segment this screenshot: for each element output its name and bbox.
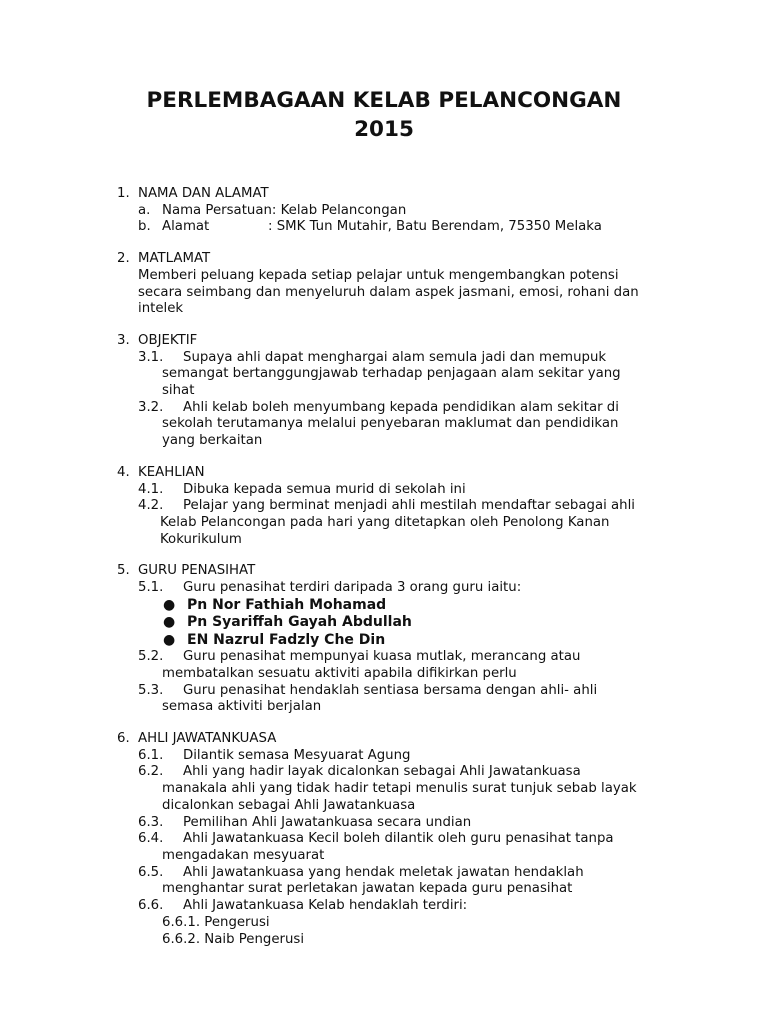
item-text: Ahli Jawatankuasa Kecil boleh dilantik oleh guru penasihat tanpa	[183, 831, 614, 847]
bullet-icon: ●	[163, 596, 176, 613]
list-item	[117, 898, 677, 915]
item-label: b.	[138, 219, 151, 235]
section-title: KEAHLIAN	[138, 464, 205, 480]
item-text: Pemilihan Ahli Jawatankuasa secara undian	[183, 814, 472, 830]
list-item	[117, 400, 677, 417]
list-item	[117, 649, 677, 666]
item-label: 6.4.	[138, 831, 164, 847]
item-text-cont: Kelab Pelancongan pada hari yang ditetapkan oleh Penolong Kanan	[160, 514, 610, 530]
item-text: Dilantik semasa Mesyuarat Agung	[183, 747, 411, 763]
list-item	[117, 831, 677, 848]
title-line-1: PERLEMBAGAAN KELAB PELANCONGAN	[146, 88, 622, 113]
list-item	[117, 865, 677, 882]
section-keahlian	[117, 465, 677, 549]
bullet-icon: ●	[163, 614, 176, 631]
document-body	[117, 186, 677, 948]
item-key: Alamat	[162, 219, 210, 235]
item-label: 6.5.	[138, 864, 164, 880]
item-text-cont: manakala ahli yang tidak hadir tetapi menulis surat tunjuk sebab layak	[162, 781, 637, 797]
item-text-cont: Kokurikulum	[160, 531, 242, 547]
paragraph-line: secara seimbang dan menyeluruh dalam aspek jasmani, emosi, rohani dan	[138, 284, 639, 300]
item-label: 5.3.	[138, 682, 164, 698]
item-text: Dibuka kepada semua murid di sekolah ini	[183, 481, 466, 497]
section-number: 3.	[117, 332, 130, 348]
item-text-cont: sekolah terutamanya melalui penyebaran maklumat dan pendidikan	[162, 416, 619, 432]
section-number: 2.	[117, 251, 130, 267]
bullet-text: Pn Syariffah Gayah Abdullah	[187, 614, 412, 631]
sub-item: 6.6.1. Pengerusi	[162, 914, 270, 930]
item-text-cont: mengadakan mesyuarat	[162, 848, 325, 863]
section-ahli-jawatankuasa	[117, 731, 677, 948]
section-nama-dan-alamat	[117, 186, 677, 236]
item-text: Ahli Jawatankuasa yang hendak meletak jawatan hendaklah	[183, 864, 584, 880]
section-objektif	[117, 333, 677, 450]
item-text: Ahli kelab boleh menyumbang kepada pendidikan alam sekitar di	[183, 399, 619, 415]
section-title: NAMA DAN ALAMAT	[138, 186, 269, 201]
bullet-text: Pn Nor Fathiah Mohamad	[187, 596, 387, 613]
bullet-text: EN Nazrul Fadzly Che Din	[187, 631, 386, 648]
section-title: OBJEKTIF	[138, 332, 198, 348]
item-text-cont: yang berkaitan	[162, 433, 263, 449]
section-guru-penasihat	[117, 563, 677, 716]
item-text: Supaya ahli dapat menghargai alam semula jadi dan memupuk	[183, 349, 607, 365]
item-label: 6.3.	[138, 814, 164, 830]
list-item	[117, 219, 677, 236]
item-text: Ahli Jawatankuasa Kelab hendaklah terdiri:	[183, 898, 468, 914]
item-label: 3.1.	[138, 349, 164, 365]
list-item	[117, 203, 677, 220]
section-title: GURU PENASIHAT	[138, 563, 256, 579]
item-text-cont: semasa aktiviti berjalan	[162, 699, 322, 715]
section-number: 6.	[117, 731, 130, 747]
title-line-2: 2015	[354, 117, 414, 142]
item-text-cont: sihat	[162, 383, 195, 399]
item-text: Guru penasihat terdiri daripada 3 orang guru iaitu:	[183, 580, 522, 596]
item-text: Pelajar yang berminat menjadi ahli mestilah mendaftar sebagai ahli	[183, 498, 635, 514]
item-text-cont: menghantar surat perletakan jawatan kepada guru penasihat	[162, 881, 573, 897]
document-title	[0, 86, 768, 144]
section-number: 5.	[117, 563, 130, 579]
list-item	[117, 815, 677, 832]
item-label: 4.1.	[138, 481, 164, 497]
list-item	[117, 350, 677, 367]
paragraph-line: Memberi peluang kepada setiap pelajar untuk mengembangkan potensi	[138, 267, 619, 283]
list-item	[117, 498, 677, 515]
item-label: 3.2.	[138, 399, 164, 415]
item-text-cont: semangat bertanggungjawab terhadap penjagaan alam sekitar yang	[162, 366, 621, 382]
sub-item: 6.6.2. Naib Pengerusi	[162, 931, 305, 947]
item-label: 6.1.	[138, 747, 164, 763]
item-label: 5.1.	[138, 580, 164, 596]
item-label: a.	[138, 202, 151, 218]
bullet-item	[117, 632, 677, 650]
section-title: AHLI JAWATANKUASA	[138, 731, 277, 747]
paragraph-line: intelek	[138, 301, 184, 317]
list-item	[117, 683, 677, 700]
list-item	[117, 748, 677, 765]
item-text: Guru penasihat hendaklah sentiasa bersama dengan ahli- ahli	[183, 682, 598, 698]
bullet-item	[117, 597, 677, 615]
list-item	[117, 580, 677, 597]
bullet-item	[117, 614, 677, 632]
list-item	[117, 764, 677, 781]
section-number: 1.	[117, 186, 130, 201]
item-label: 6.6.	[138, 898, 164, 914]
section-number: 4.	[117, 464, 130, 480]
item-text: Ahli yang hadir layak dicalonkan sebagai Ahli Jawatankuasa	[183, 764, 581, 780]
item-text-cont: membatalkan sesuatu aktiviti apabila difikirkan perlu	[162, 665, 517, 681]
item-label: 4.2.	[138, 498, 164, 514]
section-title: MATLAMAT	[138, 251, 211, 267]
item-value: : SMK Tun Mutahir, Batu Berendam, 75350 Melaka	[268, 219, 602, 235]
item-text-cont: dicalonkan sebagai Ahli Jawatankuasa	[162, 797, 416, 813]
item-label: 6.2.	[138, 764, 164, 780]
item-label: 5.2.	[138, 649, 164, 665]
section-matlamat	[117, 251, 677, 318]
bullet-icon: ●	[163, 631, 176, 648]
item-text: Nama Persatuan: Kelab Pelancongan	[162, 202, 407, 218]
list-item	[117, 482, 677, 499]
item-text: Guru penasihat mempunyai kuasa mutlak, merancang atau	[183, 649, 581, 665]
